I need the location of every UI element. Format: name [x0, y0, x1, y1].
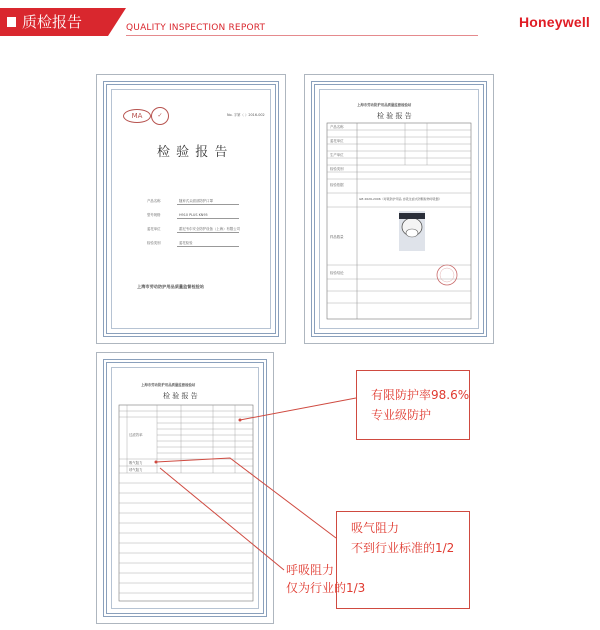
section-label: 检验类别	[330, 167, 344, 171]
field-value: 随弃式头面部防护口罩	[179, 199, 213, 203]
cover-title: 检 验 报 告	[157, 145, 229, 160]
detail-org: 上海市劳动防护用品质量监督检验站	[357, 103, 412, 107]
report-number: No. 字第（ ）2016-002	[227, 113, 265, 117]
section-label: 产品名称	[330, 125, 344, 129]
callout-exhale-line2: 仅为行业的1/3	[286, 581, 366, 595]
field-value: 委托检验	[179, 241, 193, 245]
section-label: 检验结论	[330, 271, 344, 275]
section-label: 生产单位	[330, 153, 344, 157]
brand-logo: Honeywell	[518, 14, 590, 30]
section-subtitle: QUALITY INSPECTION REPORT	[126, 23, 266, 33]
field-label: 型号规格	[147, 213, 161, 217]
standard-text: GB 2626-2006《呼吸防护用品 自吸过滤式防颗粒物呼吸器》	[359, 197, 442, 201]
callout-exhale-line1: 呼吸阻力	[286, 563, 335, 577]
detail-title: 检 验 报 告	[377, 112, 412, 120]
section-label: 检验依据	[330, 183, 344, 187]
cma-seal-icon: MA	[123, 109, 151, 123]
field-value: H910 PLUS KN95	[179, 213, 208, 217]
callout-filter-line2: 专业级防护	[371, 408, 432, 422]
section-label: 委托单位	[330, 139, 344, 143]
callout-inhale-line1: 吸气阻力	[351, 521, 400, 535]
result-row-label: 吸气阻力	[129, 461, 143, 465]
callout-inhale-line2: 不到行业标准的1/2	[351, 541, 455, 555]
field-label: 检验类别	[147, 241, 161, 245]
result-row-label: 过滤效率	[129, 433, 143, 437]
callout-filter-efficiency	[356, 370, 470, 440]
accreditation-seal-icon: ✓	[151, 107, 169, 125]
results-org: 上海市劳动防护用品质量监督检验站	[141, 383, 196, 387]
section-label: 样品数量	[330, 235, 344, 239]
field-value: 霍尼韦尔安全防护设备（上海）有限公司	[179, 227, 241, 231]
section-tag-label: 质检报告	[22, 13, 83, 31]
results-title: 检 验 报 告	[163, 392, 198, 400]
field-label: 产品名称	[147, 199, 161, 203]
issuer-name: 上海市劳动防护用品质量监督检验站	[137, 284, 205, 289]
result-row-label: 呼气阻力	[129, 468, 143, 472]
callout-filter-line1: 有限防护率98.6%	[371, 388, 470, 402]
field-label: 委托单位	[147, 227, 161, 231]
